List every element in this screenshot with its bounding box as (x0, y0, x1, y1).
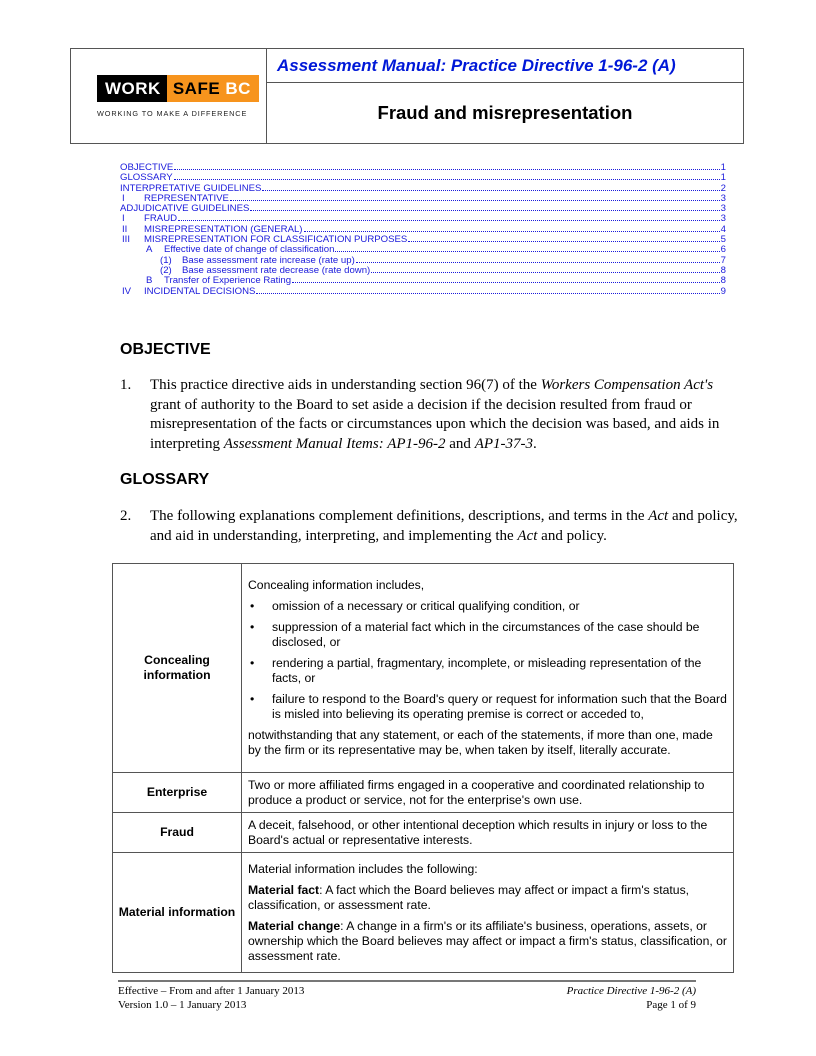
footer-left (118, 984, 304, 1012)
toc-link-glossary[interactable] (120, 173, 726, 183)
toc-page: 1 (720, 163, 726, 173)
toc-leader (174, 163, 719, 170)
glossary-term: Material information (113, 853, 242, 973)
glossary-term: Enterprise (113, 773, 242, 813)
paragraph-number: 2. (120, 508, 132, 524)
toc-num: B (146, 276, 153, 287)
toc-leader (262, 184, 719, 191)
toc-label: REPRESENTATIVE (144, 193, 229, 204)
glossary-definition (242, 564, 734, 773)
objective-heading: OBJECTIVE (120, 341, 211, 358)
toc-label: Effective date of change of classification (164, 245, 335, 256)
bullet-item (248, 656, 727, 686)
material-fact-label: Material fact (248, 882, 320, 897)
toc-page: 7 (720, 255, 726, 266)
toc-link-misrepresentation-classification[interactable] (120, 235, 726, 245)
toc-leader (292, 276, 720, 283)
toc-label: FRAUD (144, 214, 178, 225)
toc-link-rate-up[interactable] (120, 256, 726, 266)
definition-intro: Concealing information includes, (248, 578, 425, 592)
glossary-row-concealing-information (113, 564, 734, 773)
toc-num: IV (122, 286, 132, 297)
definition-intro: Material information includes the following: (248, 861, 478, 876)
toc-link-objective[interactable] (120, 163, 726, 173)
directive-id: Practice Directive 1-96-2 (A) (566, 985, 696, 997)
toc-num: (2) (160, 265, 172, 276)
glossary-table (112, 563, 734, 973)
objective-paragraph (120, 376, 740, 454)
toc-link-representative[interactable] (120, 194, 726, 204)
toc-link-incidental-decisions[interactable] (120, 287, 726, 297)
glossary-row-fraud (113, 813, 734, 853)
glossary-term: Concealing information (113, 564, 242, 773)
effective-date: Effective – From and after 1 January 2013 (118, 985, 305, 997)
logo-safe (167, 75, 259, 102)
text: and policy, and aid in understanding, interpreting, and implementing the (150, 508, 738, 544)
table-of-contents (120, 163, 726, 297)
material-change (248, 919, 727, 964)
toc-label: GLOSSARY (120, 173, 173, 184)
material-change-label: Material change (248, 918, 341, 933)
toc-page: 6 (720, 245, 726, 256)
logo-safe-text: SAFE (172, 79, 221, 98)
toc-link-effective-date[interactable] (120, 245, 726, 255)
bullet-item (248, 599, 727, 614)
bullet-text: rendering a partial, fragmentary, incomplete, or misleading representation of the facts, or (272, 656, 702, 685)
toc-page: 4 (720, 224, 726, 235)
manual-item-ref: AP1-37-3 (474, 435, 534, 452)
toc-num: A (146, 245, 153, 256)
bullet-item (248, 692, 727, 722)
bullet-icon: • (250, 692, 255, 706)
text: and (445, 435, 475, 452)
toc-label: Transfer of Experience Rating (164, 276, 292, 287)
paragraph-text (150, 376, 740, 454)
glossary-row-enterprise (113, 773, 734, 813)
toc-num: I (122, 214, 125, 225)
act-name: Workers Compensation Act's (540, 377, 714, 393)
worksafebc-logo (97, 75, 259, 102)
toc-leader (174, 173, 720, 180)
text: . (533, 435, 537, 452)
glossary-definition (242, 853, 734, 973)
bullet-text: suppression of a material fact which in the circumstances of the case should be disclosed, or (272, 620, 700, 649)
manual-item-ref: Assessment Manual Items: AP1-96-2 (223, 435, 446, 452)
bullet-text: failure to respond to the Board's query or request for information such that the Board is misled into believing its operating premise is correct or acceded to, (272, 692, 727, 721)
act-ref: Act (517, 527, 538, 544)
material-change-text: : A change in a firm's or its affiliate's business, operations, assets, or ownership which the Board believes may affect or impact a firm's status, classification, or assessment rate. (248, 918, 727, 963)
toc-num: (1) (160, 255, 172, 266)
page-title: Fraud and misrepresentation (377, 102, 633, 123)
toc-label: Base assessment rate increase (rate up) (182, 255, 355, 266)
toc-label: MISREPRESENTATION FOR CLASSIFICATION PURPOSES (144, 235, 408, 246)
logo-tagline: WORKING TO MAKE A DIFFERENCE (97, 109, 248, 118)
toc-leader (256, 287, 719, 294)
toc-leader (250, 204, 719, 211)
glossary-row-material-information (113, 853, 734, 973)
toc-page: 3 (720, 214, 726, 225)
toc-page: 1 (720, 173, 726, 184)
toc-label: INTERPRETATIVE GUIDELINES (120, 183, 262, 194)
toc-leader (335, 245, 719, 252)
toc-link-adjudicative-guidelines[interactable] (120, 204, 726, 214)
definition-outro: notwithstanding that any statement, or each of the statements, if more than one, made by the firm or its representative may be, when taken by itself, literally accurate. (248, 728, 713, 757)
toc-link-misrepresentation-general[interactable] (120, 225, 726, 235)
document-header (70, 48, 744, 144)
bullet-icon: • (250, 656, 255, 670)
toc-num: I (122, 193, 125, 204)
toc-leader (371, 266, 719, 273)
glossary-heading: GLOSSARY (120, 471, 210, 488)
text: This practice directive aids in understanding section 96(7) of the (150, 377, 541, 393)
toc-link-fraud[interactable] (120, 214, 726, 224)
glossary-definition: A deceit, falsehood, or other intentional deception which results in injury or loss to the Board's actual or representative interests. (242, 813, 734, 853)
header-titles (267, 49, 743, 143)
bullet-item (248, 620, 727, 650)
text: The following explanations complement definitions, descriptions, and terms in the (150, 508, 649, 524)
material-fact (248, 883, 727, 913)
toc-page: 8 (720, 276, 726, 287)
paragraph-text (150, 507, 740, 546)
toc-link-interpretative-guidelines[interactable] (120, 184, 726, 194)
toc-leader (304, 225, 720, 232)
bullet-icon: • (250, 620, 255, 634)
footer-right (567, 984, 696, 1012)
page-number: Page 1 of 9 (646, 999, 696, 1011)
glossary-definition: Two or more affiliated firms engaged in a cooperative and coordinated relationship to produce a product or service, not for the enterprise's own use. (242, 773, 734, 813)
toc-num: II (122, 224, 128, 235)
toc-label: INCIDENTAL DECISIONS (144, 286, 256, 297)
glossary-paragraph (120, 507, 740, 546)
page-footer (118, 980, 696, 1012)
bullet-text: omission of a necessary or critical qualifying condition, or (272, 599, 580, 613)
bullet-icon: • (250, 599, 255, 613)
toc-leader (356, 256, 720, 263)
toc-leader (230, 194, 720, 201)
material-fact-text: : A fact which the Board believes may affect or impact a firm's status, classification, or assessment rate. (248, 882, 690, 912)
logo-bc-text: BC (225, 79, 251, 98)
logo-cell (71, 49, 267, 143)
toc-label: OBJECTIVE (120, 163, 174, 173)
paragraph-number: 1. (120, 377, 132, 393)
toc-page: 5 (720, 235, 726, 246)
toc-page: 3 (720, 204, 726, 215)
toc-leader (408, 235, 719, 242)
toc-label: ADJUDICATIVE GUIDELINES (120, 204, 250, 215)
toc-link-transfer-experience-rating[interactable] (120, 276, 726, 286)
toc-num: III (122, 235, 130, 246)
version: Version 1.0 – 1 January 2013 (118, 999, 247, 1011)
text: and policy. (537, 527, 607, 544)
toc-page: 9 (720, 286, 726, 297)
toc-leader (178, 214, 720, 221)
toc-page: 2 (720, 183, 726, 194)
toc-label: Base assessment rate decrease (rate down) (182, 265, 371, 276)
toc-page: 8 (720, 265, 726, 276)
glossary-term: Fraud (113, 813, 242, 853)
toc-link-rate-down[interactable] (120, 266, 726, 276)
logo-work: WORK (97, 75, 167, 102)
act-ref: Act (648, 508, 669, 524)
text: grant of authority to the Board to set aside a decision if the decision resulted from fraud or misrepresentation of the facts or circumstances upon which the decision was based, and aids in interpreting (150, 396, 720, 452)
manual-title: Assessment Manual: Practice Directive 1-96-2 (A) (267, 49, 743, 83)
toc-label: MISREPRESENTATION (GENERAL) (144, 224, 303, 235)
toc-page: 3 (720, 193, 726, 204)
